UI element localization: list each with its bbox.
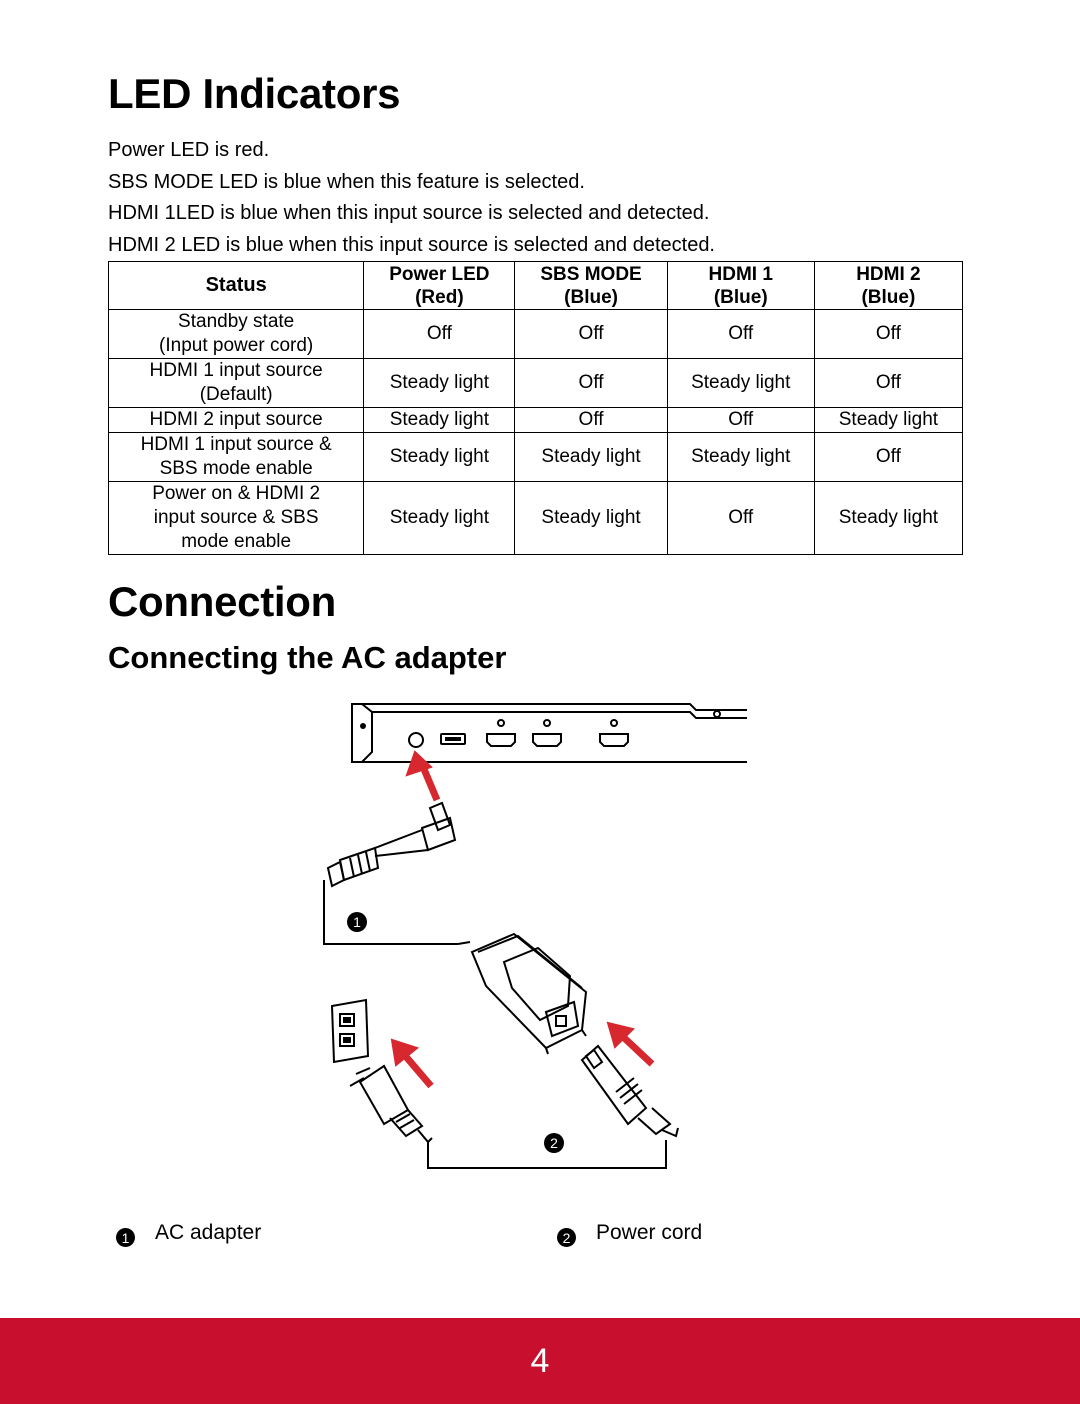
table-row bbox=[109, 359, 963, 408]
status-cell: HDMI 2 input source bbox=[109, 408, 364, 433]
hdmi1-cell: Off bbox=[667, 482, 814, 555]
status-cell: HDMI 1 input source (Default) bbox=[109, 359, 364, 408]
hdmi1-cell: Steady light bbox=[667, 359, 814, 408]
intro-line: HDMI 2 LED is blue when this input source is selected and detected. bbox=[108, 233, 715, 256]
legend-label: AC adapter bbox=[155, 1220, 262, 1244]
led-status-table bbox=[108, 261, 963, 555]
legend-label: Power cord bbox=[596, 1220, 703, 1244]
hdmi1-cell: Off bbox=[667, 408, 814, 433]
device-rear-panel-icon bbox=[352, 704, 747, 762]
page-number: 4 bbox=[530, 1341, 550, 1380]
table-row bbox=[109, 408, 963, 433]
status-cell: Standby state (Input power cord) bbox=[109, 310, 364, 359]
sbs-cell: Off bbox=[515, 408, 667, 433]
header-hdmi1: HDMI 1 (Blue) bbox=[667, 262, 814, 310]
subsection-title-ac-adapter: Connecting the AC adapter bbox=[108, 640, 507, 675]
sbs-cell: Off bbox=[515, 359, 667, 408]
ac-adapter-icon bbox=[472, 934, 586, 1054]
hdmi2-cell: Steady light bbox=[814, 482, 962, 555]
legend-number: 2 bbox=[557, 1228, 576, 1247]
status-cell: Power on & HDMI 2 input source & SBS mode enable bbox=[109, 482, 364, 555]
wall-outlet-icon bbox=[332, 1000, 368, 1062]
power-cell: Steady light bbox=[364, 482, 515, 555]
hdmi2-cell: Steady light bbox=[814, 408, 962, 433]
intro-line: SBS MODE LED is blue when this feature is selected. bbox=[108, 170, 585, 193]
legend-item-power-cord bbox=[557, 1218, 702, 1247]
power-cell: Steady light bbox=[364, 359, 515, 408]
table-row bbox=[109, 482, 963, 555]
arrow-icon bbox=[392, 1040, 431, 1086]
arrow-icon bbox=[407, 752, 437, 800]
page-footer bbox=[0, 1318, 1080, 1404]
arrow-icon bbox=[608, 1023, 652, 1064]
iec-connector-icon bbox=[582, 1046, 678, 1136]
legend-number: 1 bbox=[116, 1228, 135, 1247]
table-header-row bbox=[109, 262, 963, 310]
power-cell: Off bbox=[364, 310, 515, 359]
sbs-cell: Steady light bbox=[515, 482, 667, 555]
hdmi1-cell: Off bbox=[667, 310, 814, 359]
table-row bbox=[109, 433, 963, 482]
power-cell: Steady light bbox=[364, 433, 515, 482]
section-title-led-indicators: LED Indicators bbox=[108, 70, 401, 117]
sbs-cell: Steady light bbox=[515, 433, 667, 482]
header-hdmi2: HDMI 2 (Blue) bbox=[814, 262, 962, 310]
hdmi2-cell: Off bbox=[814, 310, 962, 359]
status-cell: HDMI 1 input source & SBS mode enable bbox=[109, 433, 364, 482]
intro-text bbox=[108, 135, 715, 261]
ac-plug-icon bbox=[350, 1066, 666, 1168]
header-status: Status bbox=[109, 262, 364, 310]
header-sbs-mode: SBS MODE (Blue) bbox=[515, 262, 667, 310]
ac-adapter-connection-diagram bbox=[300, 690, 760, 1180]
dc-plug-icon bbox=[324, 803, 470, 944]
legend-item-ac-adapter bbox=[116, 1218, 261, 1247]
intro-line: HDMI 1LED is blue when this input source is selected and detected. bbox=[108, 202, 710, 224]
section-title-connection: Connection bbox=[108, 578, 336, 625]
header-power-led: Power LED (Red) bbox=[364, 262, 515, 310]
hdmi2-cell: Off bbox=[814, 433, 962, 482]
callout-1-label: 1 bbox=[353, 914, 361, 930]
hdmi2-cell: Off bbox=[814, 359, 962, 408]
sbs-cell: Off bbox=[515, 310, 667, 359]
table-row bbox=[109, 310, 963, 359]
power-cell: Steady light bbox=[364, 408, 515, 433]
hdmi1-cell: Steady light bbox=[667, 433, 814, 482]
callout-2-label: 2 bbox=[550, 1135, 558, 1151]
intro-line: Power LED is red. bbox=[108, 139, 270, 161]
